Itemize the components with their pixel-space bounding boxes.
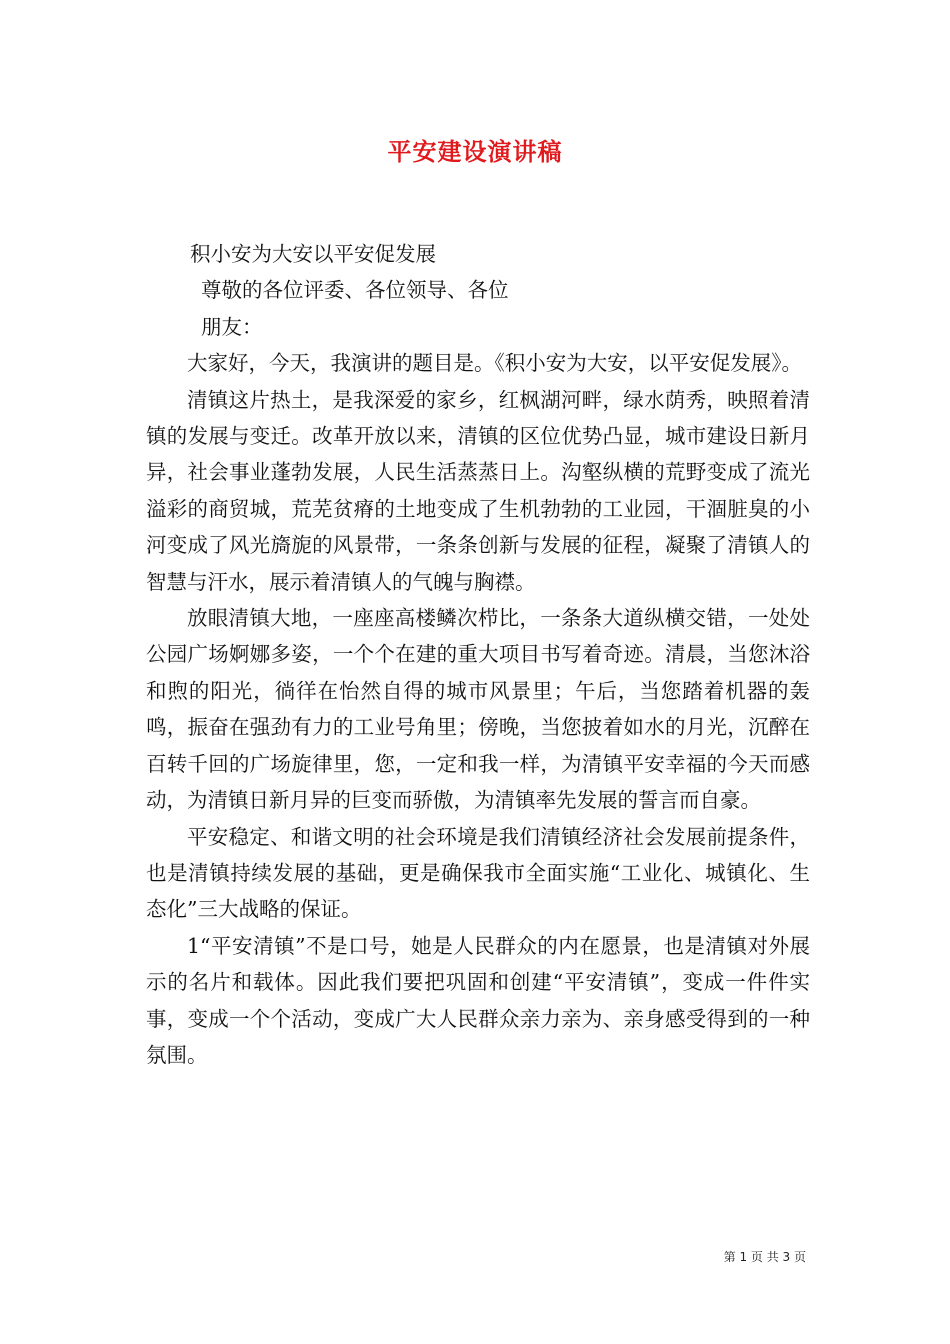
page-title: 平安建设演讲稿 <box>387 137 563 166</box>
subtitle: 积小安为大安以平安促发展 <box>190 242 436 266</box>
greeting-line-1: 尊敬的各位评委、各位领导、各位 <box>201 278 509 303</box>
paragraph-5: 1“平安清镇”不是口号，她是人民群众的内在愿景，也是清镇对外展示的名片和载体。因此我们要把巩固和创建“平安清镇”，变成一件件实事，变成一个个活动，变成广大人民群众亲力亲为、亲身感受得到的一种氛围。 <box>146 933 810 1067</box>
greeting-line-2: 朋友： <box>201 314 263 339</box>
paragraph-1: 大家好，今天，我演讲的题目是。《积小安为大安，以平安促发展》。 <box>187 351 802 376</box>
paragraph-3: 放眼清镇大地，一座座高楼鳞次栉比，一条条大道纵横交错，一处处公园广场婀娜多姿，一个个在建的重大项目书写着奇迹。清晨，当您沐浴和煦的阳光，徜徉在怡然自得的城市风景里；午后，当您踏着机器的轰鸣，振奋在强劲有力的工业号角里；傍晚，当您披着如水的月光，沉醉在百转千回的广场旋律里，您，一定和我一样，为清镇平安幸福的今天而感动，为清镇日新月异的巨变而骄傲，为清镇率先发展的誓言而自豪。 <box>146 606 810 813</box>
document-body <box>146 236 810 1073</box>
page-footer: 第 1 页 共 3 页 <box>723 1250 806 1264</box>
paragraph-4: 平安稳定、和谐文明的社会环境是我们清镇经济社会发展前提条件，也是清镇持续发展的基础，更是确保我市全面实施“工业化、城镇化、生态化”三大战略的保证。 <box>146 824 810 922</box>
paragraph-2: 清镇这片热土，是我深爱的家乡，红枫湖河畔，绿水荫秀，映照着清镇的发展与变迁。改革开放以来，清镇的区位优势凸显，城市建设日新月异，社会事业蓬勃发展，人民生活蒸蒸日上。沟壑纵横的荒野变成了流光溢彩的商贸城，荒芜贫瘠的土地变成了生机勃勃的工业园，干涸脏臭的小河变成了风光旖旎的风景带，一条条创新与发展的征程，凝聚了清镇人的智慧与汗水，展示着清镇人的气魄与胸襟。 <box>146 387 810 594</box>
